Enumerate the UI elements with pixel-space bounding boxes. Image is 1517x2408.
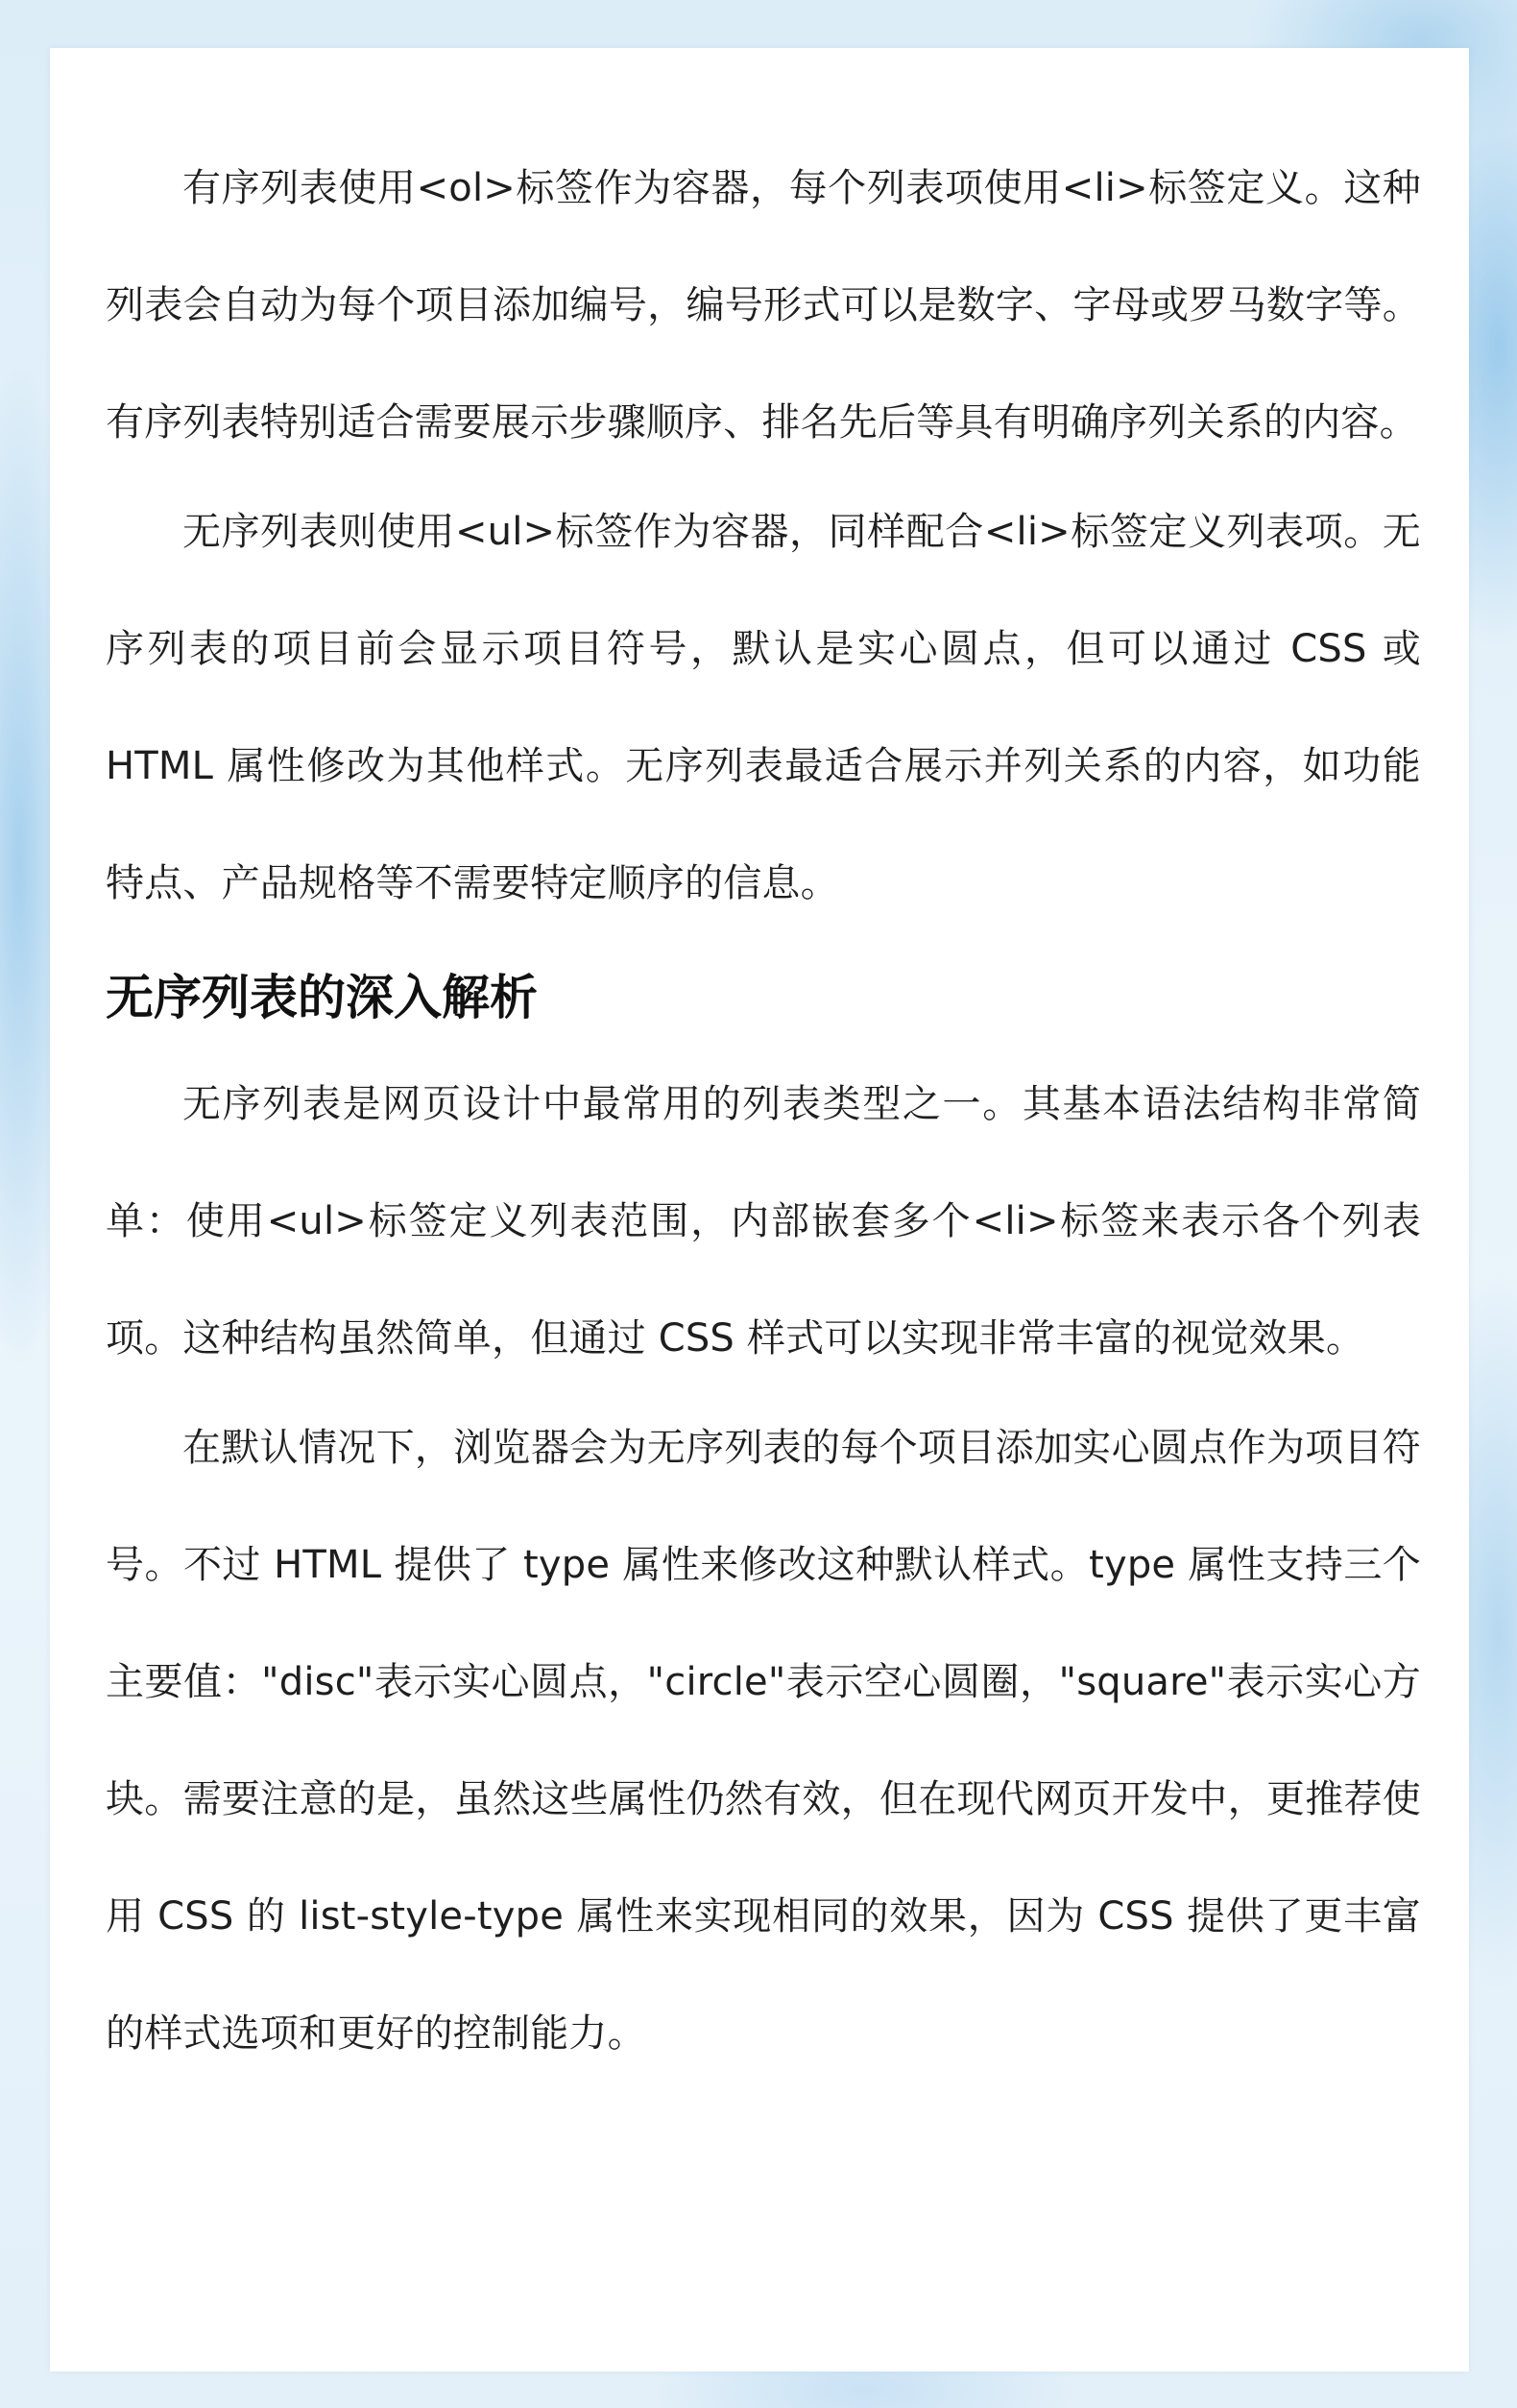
paragraph-ul-type-attribute: 在默认情况下，浏览器会为无序列表的每个项目添加实心圆点作为项目符号。不过 HTML 提供了 type 属性来修改这种默认样式。type 属性支持三个主要值："disc"表示实心圆点，"circle"表示空心圆圈，"square"表示实心方块。需要注意的是，虽然这些属性仍然有效，但在现代网页开发中，更推荐使用 CSS 的 list-style-type 属性来实现相同的效果，因为 CSS 提供了更丰富的样式选项和更好的控制能力。	[106, 1426, 1421, 2056]
article-content	[106, 130, 1421, 2092]
paragraph-ul-syntax: 无序列表是网页设计中最常用的列表类型之一。其基本语法结构非常简单：使用<ul>标签定义列表范围，内部嵌套多个<li>标签来表示各个列表项。这种结构虽然简单，但通过 CSS 样式可以实现非常丰富的视觉效果。	[106, 1082, 1421, 1361]
section-title: 无序列表的深入解析	[106, 970, 538, 1025]
paragraph-unordered-list: 无序列表则使用<ul>标签作为容器，同样配合<li>标签定义列表项。无序列表的项目前会显示项目符号，默认是实心圆点，但可以通过 CSS 或 HTML 属性修改为其他样式。无序列表最适合展示并列关系的内容，如功能特点、产品规格等不需要特定顺序的信息。	[106, 510, 1421, 905]
paragraph-ordered-list: 有序列表使用<ol>标签作为容器，每个列表项使用<li>标签定义。这种列表会自动为每个项目添加编号，编号形式可以是数字、字母或罗马数字等。有序列表特别适合需要展示步骤顺序、排名先后等具有明确序列关系的内容。	[106, 166, 1421, 445]
